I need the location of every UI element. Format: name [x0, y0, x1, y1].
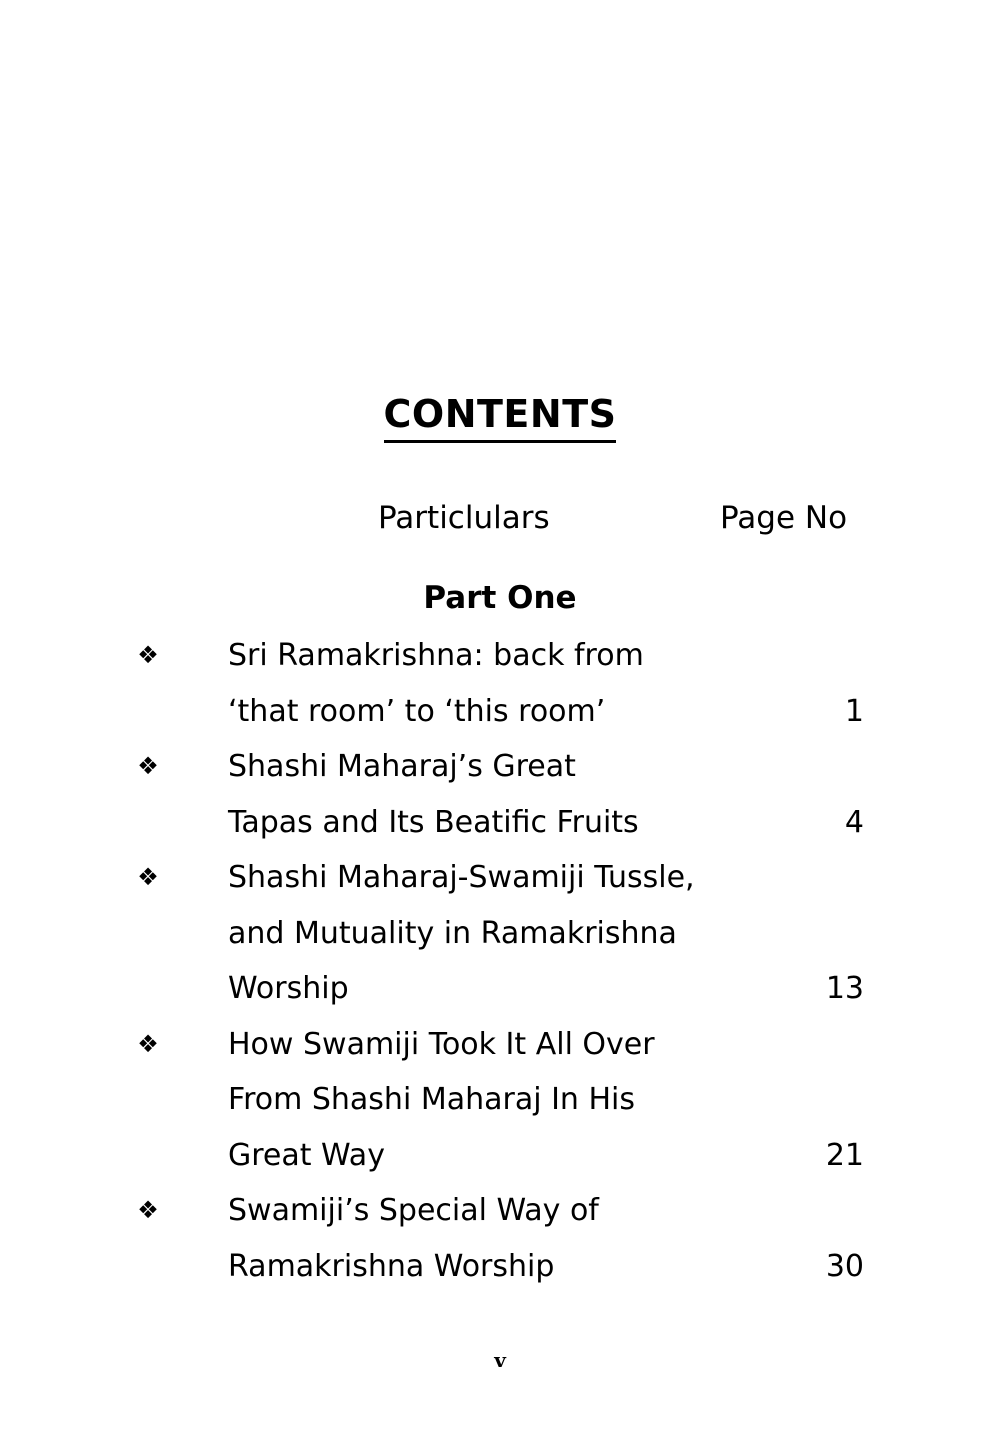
diamond-bullet-icon: ❖ — [137, 1196, 159, 1224]
toc-entry-text: ‘that room’ to ‘this room’ — [228, 693, 606, 729]
column-header-particulars: Particlulars — [378, 500, 550, 536]
toc-entry-line — [0, 1128, 1000, 1184]
toc-entry-page-number: 4 — [844, 804, 864, 840]
toc-entry-page-number: 30 — [825, 1248, 864, 1284]
diamond-bullet-icon: ❖ — [137, 863, 159, 891]
toc-entry-line — [0, 906, 1000, 962]
toc-entry-page-number: 13 — [825, 971, 864, 1006]
toc-entry-text: From Shashi Maharaj In His — [228, 1082, 635, 1117]
toc-entry-line — [0, 1017, 1000, 1073]
toc-entry — [0, 850, 1000, 1017]
toc-entry-text: Shashi Maharaj’s Great — [228, 749, 576, 784]
toc-entry-text: How Swamiji Took It All Over — [228, 1026, 655, 1062]
toc-entry-line — [0, 1239, 1000, 1295]
toc-entry-text: Swamiji’s Special Way of — [228, 1193, 599, 1228]
toc-entry-line — [0, 1072, 1000, 1128]
toc-entry — [0, 1017, 1000, 1184]
toc-entry — [0, 628, 1000, 739]
toc-entry — [0, 1183, 1000, 1294]
part-heading: Part One — [423, 580, 577, 616]
toc-entry-text: Great Way — [228, 1137, 385, 1173]
contents-title — [0, 392, 1000, 443]
toc-entry-text: Ramakrishna Worship — [228, 1248, 555, 1284]
toc-entry-line — [0, 739, 1000, 795]
toc-entry-text: Sri Ramakrishna: back from — [228, 638, 644, 673]
column-header-page-no: Page No — [720, 500, 848, 536]
diamond-bullet-icon: ❖ — [137, 641, 159, 669]
toc-entry-line — [0, 628, 1000, 684]
toc-entry-text: Tapas and Its Beatific Fruits — [228, 804, 639, 840]
toc-entries — [0, 628, 1000, 1294]
toc-entry-line — [0, 795, 1000, 851]
toc-entry-text: Shashi Maharaj-Swamiji Tussle, — [228, 860, 695, 895]
toc-entry-line — [0, 1183, 1000, 1239]
toc-entry-line — [0, 684, 1000, 740]
toc-entry — [0, 739, 1000, 850]
toc-entry-line — [0, 961, 1000, 1017]
toc-entry-page-number: 21 — [825, 1137, 864, 1173]
toc-entry-line — [0, 850, 1000, 906]
diamond-bullet-icon: ❖ — [137, 1029, 159, 1058]
toc-entry-page-number: 1 — [844, 693, 864, 729]
page-folio: v — [494, 1348, 506, 1372]
toc-entry-text: Worship — [228, 971, 349, 1006]
diamond-bullet-icon: ❖ — [137, 752, 159, 780]
toc-entry-text: and Mutuality in Ramakrishna — [228, 915, 677, 951]
contents-title-text: CONTENTS — [384, 392, 617, 443]
